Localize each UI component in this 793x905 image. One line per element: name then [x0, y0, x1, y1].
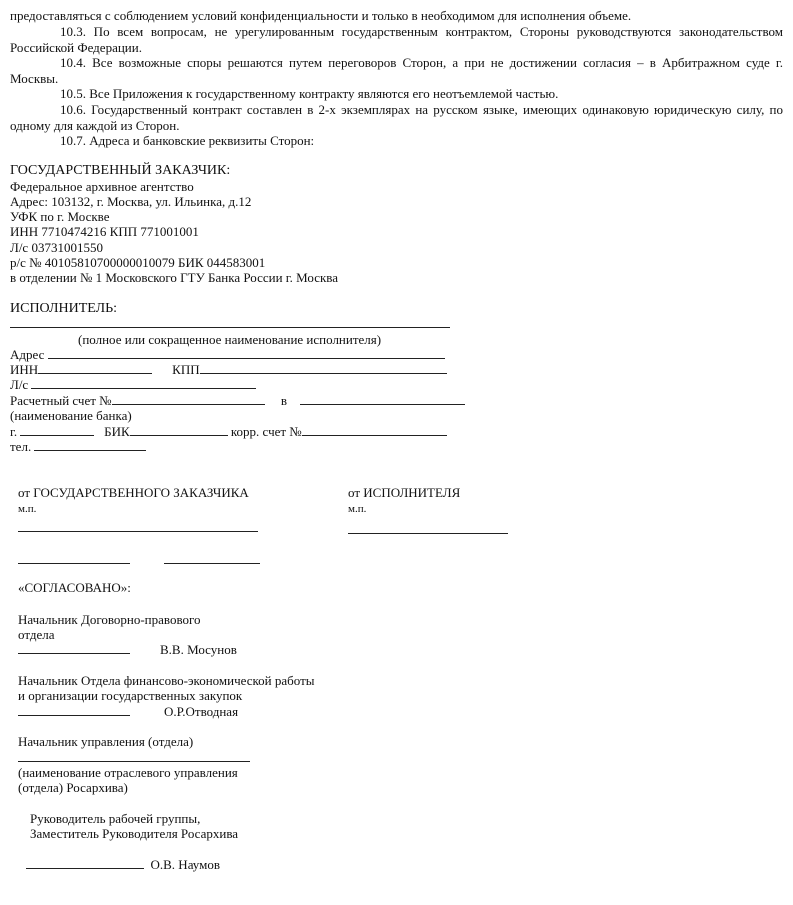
customer-line: Л/с 03731001550	[10, 240, 103, 255]
contractor-signature-blank[interactable]	[348, 522, 508, 534]
customer-line: р/с № 40105810700000010079 БИК 044583001	[10, 255, 266, 270]
legal-head-name: В.В. Мосунов	[160, 642, 237, 657]
stamp-label: м.п.	[348, 503, 367, 515]
paragraph-10-7: 10.7. Адреса и банковские реквизиты Сторон:	[60, 133, 315, 148]
customer-signature-blank[interactable]	[18, 520, 258, 532]
bank-caption: (наименование банка)	[10, 408, 132, 423]
signature-blank[interactable]	[164, 552, 260, 564]
account-blank[interactable]	[112, 393, 265, 405]
legal-head-title: отдела	[18, 627, 55, 642]
contractor-name-blank[interactable]	[10, 316, 450, 328]
paragraph-10-3: 10.3. По всем вопросам, не урегулированным государственным контрактом, Стороны руководствуются законодательством Российской Федерации.	[10, 24, 783, 55]
wg-title: Руководитель рабочей группы,	[30, 811, 201, 826]
wg-title: Заместитель Руководителя Росархива	[30, 826, 239, 841]
name-caption: (полное или сокращенное наименование исполнителя)	[78, 332, 382, 347]
customer-line: УФК по г. Москве	[10, 209, 110, 224]
contractor-heading: ИСПОЛНИТЕЛЬ:	[10, 301, 118, 316]
corr-blank[interactable]	[302, 424, 447, 436]
signature-blank[interactable]	[26, 857, 144, 869]
dept-caption: (отдела) Росархива)	[18, 780, 128, 795]
stamp-label: м.п.	[18, 503, 37, 515]
bik-blank[interactable]	[130, 424, 228, 436]
customer-line: Адрес: 103132, г. Москва, ул. Ильинка, д.12	[10, 194, 252, 209]
wg-name: О.В. Наумов	[150, 857, 221, 872]
address-label: Адрес	[10, 347, 45, 362]
kpp-label: КПП	[172, 362, 200, 377]
tel-blank[interactable]	[34, 439, 146, 451]
tel-label: тел.	[10, 439, 32, 454]
inn-blank[interactable]	[38, 362, 152, 374]
signature-blank[interactable]	[18, 704, 130, 716]
inn-label: ИНН	[10, 362, 39, 377]
customer-line: ИНН 7710474216 КПП 771001001	[10, 224, 199, 239]
dept-caption: (наименование отраслевого управления	[18, 765, 238, 780]
corr-label: корр. счет №	[230, 424, 302, 439]
signature-blank[interactable]	[18, 552, 130, 564]
customer-heading: ГОСУДАРСТВЕННЫЙ ЗАКАЗЧИК:	[10, 163, 231, 178]
customer-line: Федеральное архивное агентство	[10, 179, 194, 194]
paragraph-10-6: 10.6. Государственный контракт составлен в 2-х экземплярах на русском языке, имеющих одинаковую юридическую силу, по одному для каждой из Сторон.	[10, 102, 783, 133]
city-label: г.	[10, 424, 18, 439]
fin-head-name: О.Р.Отводная	[164, 704, 239, 719]
bank-blank[interactable]	[300, 393, 465, 405]
fin-head-title: Начальник Отдела финансово-экономической работы	[18, 673, 315, 688]
ls-blank[interactable]	[31, 377, 256, 389]
customer-line: в отделении № 1 Московского ГТУ Банка России г. Москва	[10, 270, 339, 285]
dept-head-title: Начальник управления (отдела)	[18, 734, 194, 749]
paragraph: предоставляться с соблюдением условий конфиденциальности и только в необходимом для исполнения объеме.	[10, 8, 632, 23]
from-customer: от ГОСУДАРСТВЕННОГО ЗАКАЗЧИКА	[18, 485, 249, 500]
kpp-blank[interactable]	[200, 362, 447, 374]
city-blank[interactable]	[20, 424, 94, 436]
paragraph-10-5: 10.5. Все Приложения к государственному контракту являются его неотъемлемой частью.	[60, 86, 559, 101]
in-label: в	[280, 393, 287, 408]
from-contractor: от ИСПОЛНИТЕЛЯ	[348, 485, 461, 500]
bik-label: БИК	[104, 424, 130, 439]
agreed-heading: «СОГЛАСОВАНО»:	[18, 580, 131, 595]
signature-blank[interactable]	[18, 750, 250, 762]
paragraph-10-4: 10.4. Все возможные споры решаются путем переговоров Сторон, а при не достижении согласия – в Арбитражном суде г. Москвы.	[10, 55, 783, 86]
address-blank[interactable]	[48, 347, 445, 359]
account-label: Расчетный счет №	[10, 393, 112, 408]
ls-label: Л/с	[10, 377, 29, 392]
fin-head-title: и организации государственных закупок	[18, 688, 243, 703]
signature-blank[interactable]	[18, 642, 130, 654]
legal-head-title: Начальник Договорно-правового	[18, 612, 201, 627]
